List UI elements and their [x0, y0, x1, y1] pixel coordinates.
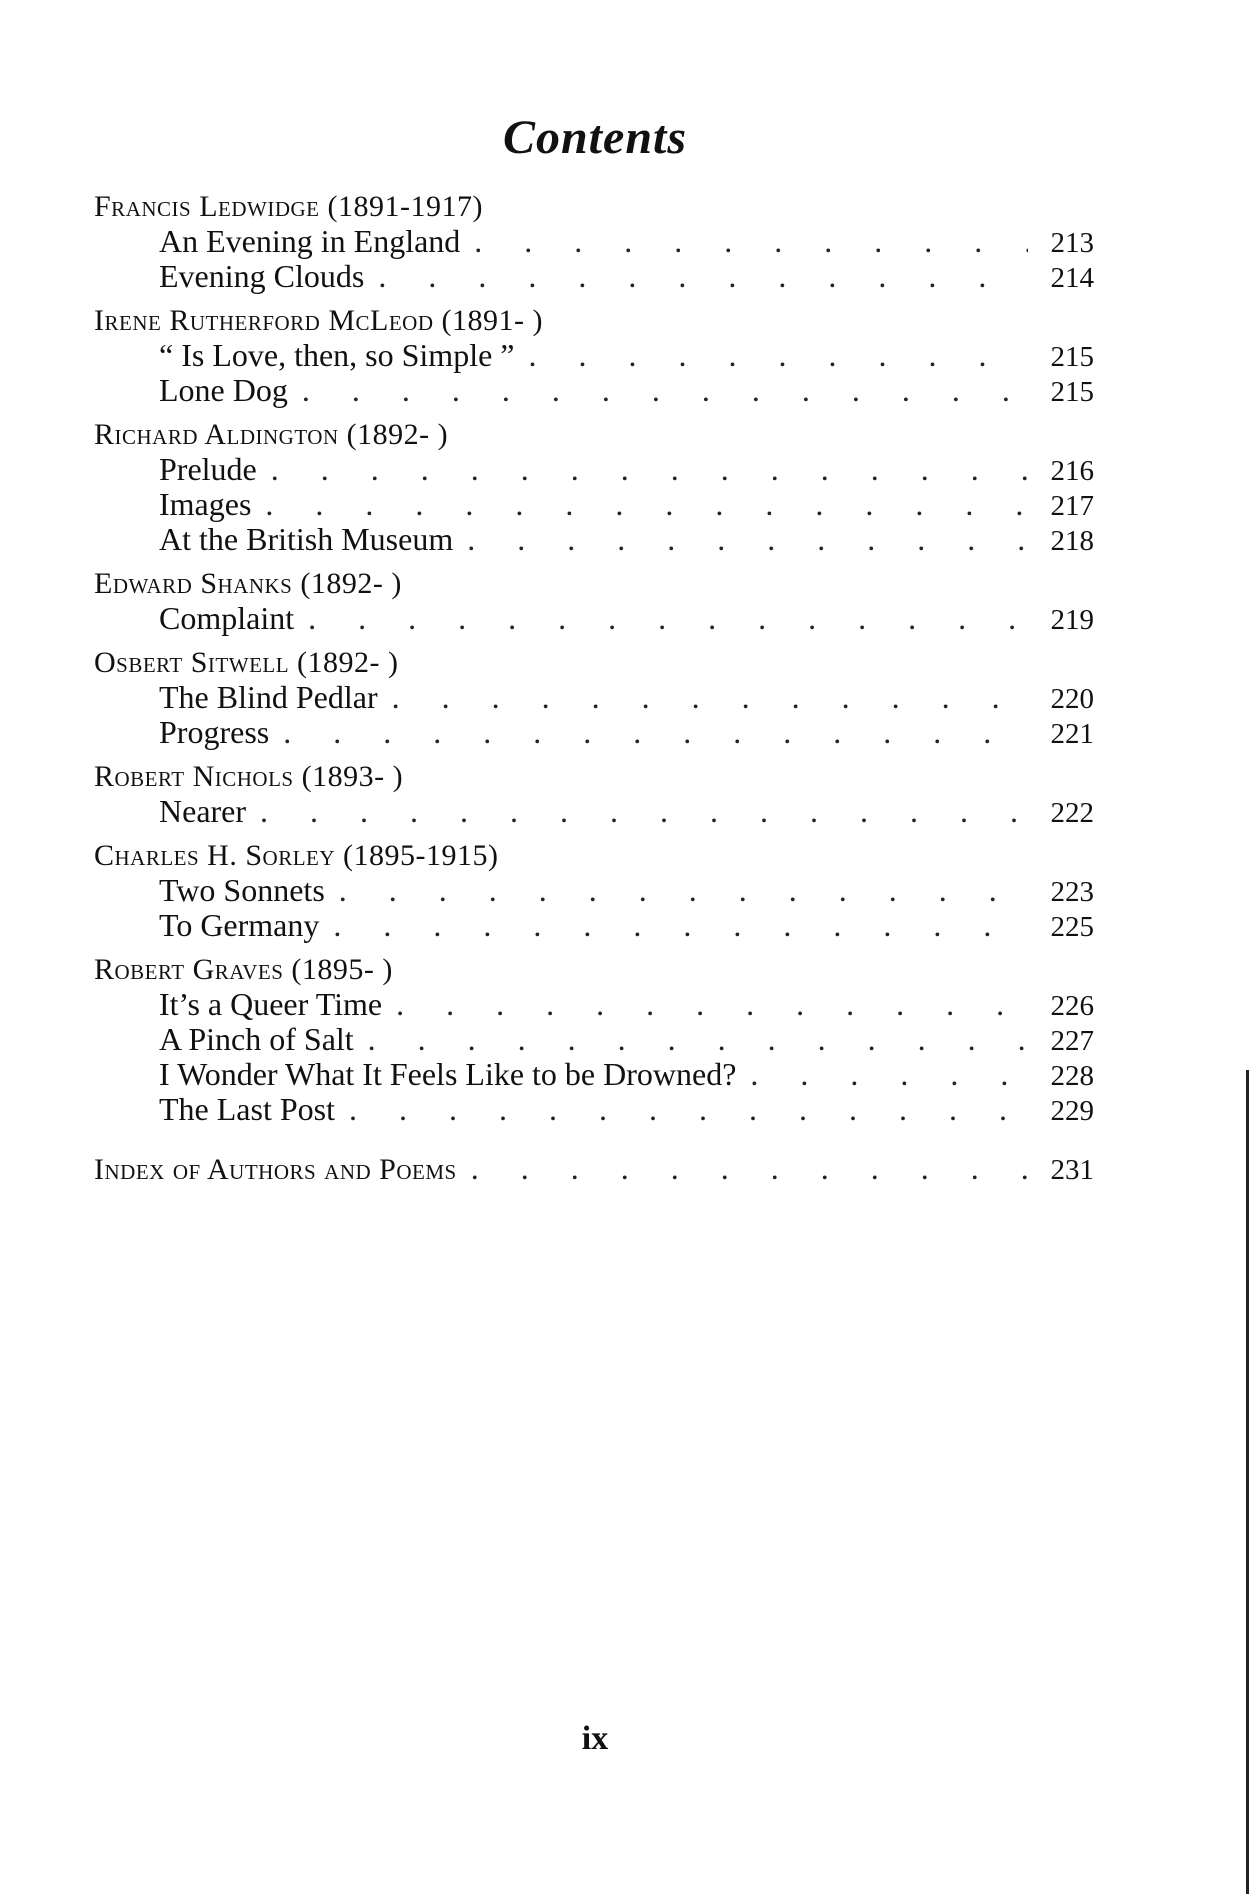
page-title: Contents [502, 111, 688, 164]
entry-page: 214 [1050, 262, 1094, 294]
entry-page: 213 [1050, 227, 1094, 259]
entry-page: 227 [1050, 1025, 1094, 1057]
toc-entry[interactable] [94, 680, 1094, 715]
entry-page: 229 [1050, 1095, 1094, 1127]
toc-entry[interactable] [94, 224, 1094, 259]
entry-title: At the British Museum [159, 521, 454, 557]
toc-group [94, 953, 1094, 1127]
entry-title: Images [159, 486, 252, 522]
entry-title: Prelude [159, 451, 257, 487]
toc-group [94, 567, 1094, 636]
entry-title: To Germany [159, 907, 320, 943]
entry-page: 218 [1050, 525, 1094, 557]
leader-dots [308, 601, 1028, 636]
leader-dots [349, 1092, 1028, 1127]
entry-page: 226 [1050, 990, 1094, 1022]
author-heading: Osbert Sitwell (1892- ) [94, 646, 399, 679]
entry-title: A Pinch of Salt [159, 1021, 354, 1057]
leader-dots [368, 1022, 1028, 1057]
toc-entry[interactable] [94, 1022, 1094, 1057]
leader-dots [265, 487, 1028, 522]
toc-group [94, 839, 1094, 943]
leader-dots [260, 794, 1028, 829]
entry-page: 225 [1050, 911, 1094, 943]
toc-entry[interactable] [94, 487, 1094, 522]
leader-dots [283, 715, 1028, 750]
leader-dots [467, 522, 1028, 557]
toc-entry[interactable] [94, 338, 1094, 373]
toc-entry[interactable] [94, 522, 1094, 557]
toc-entry[interactable] [94, 1057, 1094, 1092]
entry-title: An Evening in England [159, 223, 461, 259]
author-heading: Robert Graves (1895- ) [94, 953, 393, 986]
leader-dots [471, 1151, 1028, 1186]
entry-title: Evening Clouds [159, 258, 365, 294]
leader-dots [378, 259, 1028, 294]
toc-entry[interactable] [94, 373, 1094, 408]
leader-dots [392, 680, 1028, 715]
table-of-contents [94, 190, 1094, 1186]
toc-group [94, 760, 1094, 829]
entry-page: 221 [1050, 718, 1094, 750]
entry-page: 216 [1050, 455, 1094, 487]
toc-entry[interactable] [94, 1092, 1094, 1127]
toc-entry[interactable] [94, 987, 1094, 1022]
entry-page: 222 [1050, 797, 1094, 829]
toc-group [94, 190, 1094, 294]
page-number: ix [581, 1720, 609, 1757]
entry-title: Lone Dog [159, 372, 288, 408]
leader-dots [528, 338, 1028, 373]
author-heading: Irene Rutherford McLeod (1891- ) [94, 304, 543, 337]
author-heading: Francis Ledwidge (1891-1917) [94, 190, 483, 223]
author-heading: Edward Shanks (1892- ) [94, 567, 402, 600]
toc-entry[interactable] [94, 873, 1094, 908]
entry-page: 223 [1050, 876, 1094, 908]
entry-page: 217 [1050, 490, 1094, 522]
leader-dots [396, 987, 1028, 1022]
toc-entry[interactable] [94, 259, 1094, 294]
toc-group [94, 646, 1094, 750]
toc-entry[interactable] [94, 452, 1094, 487]
author-heading: Richard Aldington (1892- ) [94, 418, 449, 451]
leader-dots [474, 224, 1028, 259]
toc-entry[interactable] [94, 794, 1094, 829]
index-entry[interactable] [94, 1151, 1094, 1186]
index-page: 231 [1050, 1154, 1094, 1186]
entry-page: 215 [1050, 341, 1094, 373]
entry-page: 228 [1050, 1060, 1094, 1092]
entry-title: The Last Post [159, 1091, 335, 1127]
leader-dots [339, 873, 1028, 908]
index-title: Index of Authors and Poems [94, 1153, 457, 1186]
entry-title: Progress [159, 714, 270, 750]
leader-dots [333, 908, 1028, 943]
leader-dots [750, 1057, 1028, 1092]
entry-page: 220 [1050, 683, 1094, 715]
author-heading: Robert Nichols (1893- ) [94, 760, 404, 793]
entry-title: Complaint [159, 600, 295, 636]
entry-title: It’s a Queer Time [159, 986, 383, 1022]
leader-dots [302, 373, 1028, 408]
author-heading: Charles H. Sorley (1895-1915) [94, 839, 499, 872]
toc-entry[interactable] [94, 601, 1094, 636]
entry-title: Two Sonnets [159, 872, 325, 908]
leader-dots [271, 452, 1028, 487]
entry-page: 215 [1050, 376, 1094, 408]
entry-page: 219 [1050, 604, 1094, 636]
toc-group [94, 418, 1094, 557]
toc-entry[interactable] [94, 908, 1094, 943]
entry-title: “ Is Love, then, so Simple ” [159, 337, 515, 373]
entry-title: Nearer [159, 793, 247, 829]
entry-title: The Blind Pedlar [159, 679, 378, 715]
toc-entry[interactable] [94, 715, 1094, 750]
toc-group [94, 304, 1094, 408]
entry-title: I Wonder What It Feels Like to be Drowned? [159, 1056, 737, 1092]
